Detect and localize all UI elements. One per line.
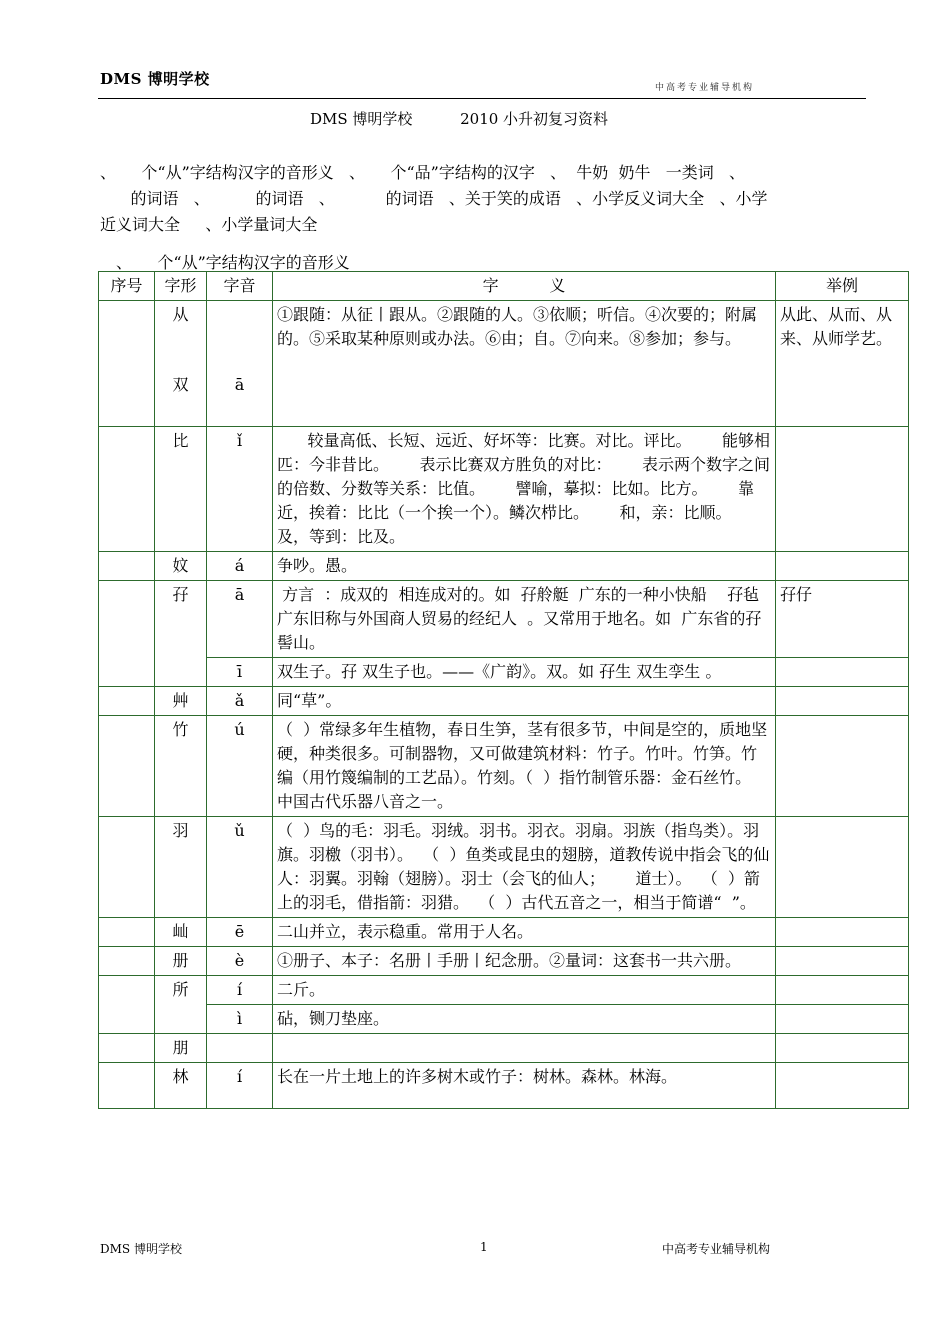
row-meaning: 长在一片土地上的许多树木或竹子：树林。森林。林海。 [273, 1063, 776, 1109]
row-meaning: ①册子、本子：名册丨手册丨纪念册。②量词：这套书一共六册。 [273, 947, 776, 976]
row-pinyin: ǐ [207, 427, 273, 552]
header-pinyin: 字音 [207, 272, 273, 301]
row-pinyin: è [207, 947, 273, 976]
toc-line: 近义词大全 、小学量词大全 [100, 215, 318, 234]
row-pinyin [207, 301, 273, 427]
row-example [776, 1034, 909, 1063]
table-row [99, 947, 909, 976]
row-example [776, 1005, 909, 1034]
row-no [99, 301, 155, 427]
row-no [99, 1034, 155, 1063]
row-meaning: ①跟随：从征丨跟从。②跟随的人。③依顺；听信。④次要的；附属的。⑤采取某种原则或办法。⑥由；自。⑦向来。⑧参加；参与。 [273, 301, 776, 427]
footer-page-number: 1 [480, 1240, 488, 1254]
row-pinyin: ǎ [207, 687, 273, 716]
header-no: 序号 [99, 272, 155, 301]
row-no [99, 1063, 155, 1109]
row-pinyin [207, 1034, 273, 1063]
row-meaning: 砧，铡刀垫座。 [273, 1005, 776, 1034]
row-pinyin: ī [207, 658, 273, 687]
row-example: 从此、从而、从来、从师学艺。 [776, 301, 909, 427]
row-meaning: 较量高低、长短、远近、好坏等：比赛。对比。评比。 能够相匹：今非昔比。 表示比赛双方胜负的对比： 表示两个数字之间的倍数、分数等关系：比值。 譬喻，摹拟：比如。比方。 靠近，挨着：比比（一个挨一个）。鳞次栉比。 和，亲：比顺。 及，等到：比及。 [273, 427, 776, 552]
row-pinyin: í [207, 1063, 273, 1109]
row-pinyin: ē [207, 918, 273, 947]
table-row [99, 1034, 909, 1063]
row-char: 艸 [155, 687, 207, 716]
table-row [99, 581, 909, 658]
pinyin-secondary: ā [234, 375, 245, 394]
row-no [99, 687, 155, 716]
row-char: 屾 [155, 918, 207, 947]
row-char: 比 [155, 427, 207, 552]
row-example [776, 716, 909, 817]
section-title: 、 个“从”字结构汉字的音形义 [116, 253, 350, 272]
row-no [99, 716, 155, 817]
header-tagline: 中高考专业辅导机构 [655, 83, 755, 93]
row-no [99, 552, 155, 581]
row-meaning [273, 1034, 776, 1063]
row-char [155, 301, 207, 427]
row-example [776, 687, 909, 716]
row-char: 朋 [155, 1034, 207, 1063]
table-row [99, 301, 909, 427]
character-table [98, 271, 909, 1109]
table-header-row [99, 272, 909, 301]
row-char: 竹 [155, 716, 207, 817]
table-row [99, 552, 909, 581]
footer-tagline: 中高考专业辅导机构 [662, 1242, 771, 1256]
char-secondary: 双 [172, 375, 189, 394]
table-row [99, 716, 909, 817]
row-char: 林 [155, 1063, 207, 1109]
document-title: DMS 博明学校 2010 小升初复习资料 [310, 110, 609, 128]
row-char: 羽 [155, 817, 207, 918]
toc-line: 的词语 、 的词语 、 的词语 、关于笑的成语 、小学反义词大全 、小学 [100, 189, 768, 208]
row-example [776, 427, 909, 552]
table-row [99, 1005, 909, 1034]
row-pinyin: ì [207, 1005, 273, 1034]
row-pinyin: í [207, 976, 273, 1005]
row-meaning: （ ）鸟的毛：羽毛。羽绒。羽书。羽衣。羽扇。羽族（指鸟类）。羽旗。羽檄（羽书）。 （ ）鱼类或昆虫的翅膀，道教传说中指会飞的仙人：羽翼。羽翰（翅膀）。羽士（会飞的仙人； 道士）。 （ ）箭上的羽毛，借指箭：羽猎。 （ ）古代五音之一，相当于简谱“ ”。 [273, 817, 776, 918]
row-no [99, 918, 155, 947]
row-char: 妏 [155, 552, 207, 581]
row-no [99, 817, 155, 918]
table-row [99, 1063, 909, 1109]
row-meaning: 二山并立，表示稳重。常用于人名。 [273, 918, 776, 947]
row-meaning: 双生子。孖 双生子也。——《广韵》。双。如 孖生 双生孪生 。 [273, 658, 776, 687]
row-meaning: 二斤。 [273, 976, 776, 1005]
row-example [776, 918, 909, 947]
row-no [99, 427, 155, 552]
footer-school: DMS 博明学校 [100, 1242, 182, 1256]
row-example [776, 658, 909, 687]
row-example [776, 976, 909, 1005]
row-meaning: 方言 ：成双的 相连成对的。如 孖舲艇 广东的一种小快船 孖毡 广东旧称与外国商人贸易的经纪人 。又常用于地名。如 广东省的孖髻山。 [273, 581, 776, 658]
header-rule [98, 98, 866, 99]
table-row [99, 427, 909, 552]
table-row [99, 918, 909, 947]
row-example [776, 1063, 909, 1109]
row-char: 册 [155, 947, 207, 976]
table-row [99, 687, 909, 716]
row-char: 所 [155, 976, 207, 1034]
row-char: 孖 [155, 581, 207, 687]
row-no [99, 976, 155, 1034]
header-example: 举例 [776, 272, 909, 301]
row-no [99, 581, 155, 687]
header-char: 字形 [155, 272, 207, 301]
table-row [99, 658, 909, 687]
row-meaning: （ ）常绿多年生植物，春日生笋，茎有很多节，中间是空的，质地坚硬，种类很多。可制器物，又可做建筑材料：竹子。竹叶。竹笋。竹编（用竹篾编制的工艺品）。竹刻。（ ）指竹制管乐器：金石丝竹。 中国古代乐器八音之一。 [273, 716, 776, 817]
row-example [776, 552, 909, 581]
row-pinyin: á [207, 552, 273, 581]
char-main: 从 [172, 305, 189, 324]
row-pinyin: ā [207, 581, 273, 658]
table-row [99, 817, 909, 918]
row-example [776, 817, 909, 918]
toc-line: 、 个“从”字结构汉字的音形义 、 个“品”字结构的汉字 、 牛奶 奶牛 一类词 、 [100, 163, 745, 182]
header-meaning: 字 义 [273, 272, 776, 301]
header-school-name: DMS 博明学校 [100, 70, 210, 88]
row-no [99, 947, 155, 976]
row-example: 孖仔 [776, 581, 909, 658]
row-meaning: 争吵。愚。 [273, 552, 776, 581]
table-of-contents [100, 160, 870, 238]
row-pinyin: ú [207, 716, 273, 817]
row-example [776, 947, 909, 976]
row-meaning: 同“草”。 [273, 687, 776, 716]
row-pinyin: ǔ [207, 817, 273, 918]
table-row [99, 976, 909, 1005]
